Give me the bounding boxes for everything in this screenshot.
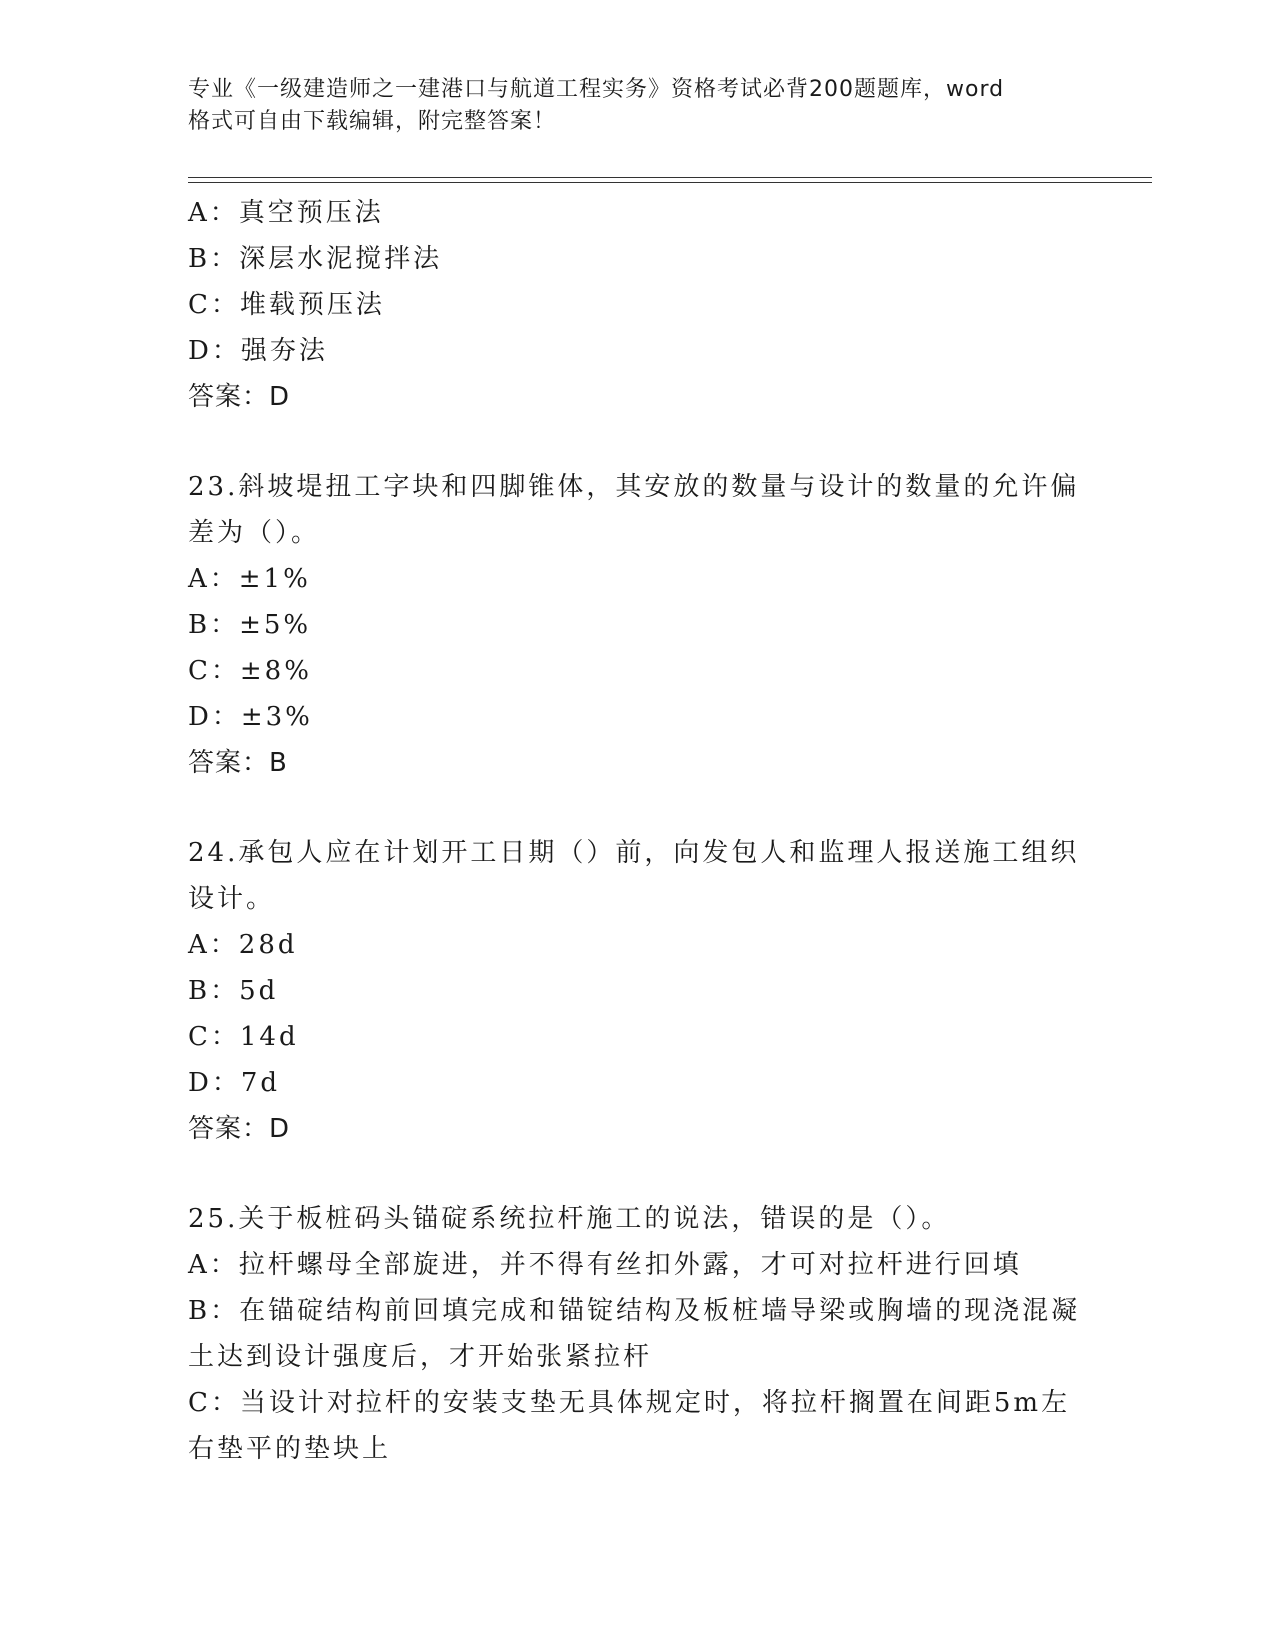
spacer [188, 1152, 1088, 1196]
header-line-1: 专业《一级建造师之一建港口与航道工程实务》资格考试必背200题题库，word [188, 77, 1005, 102]
question-22 [188, 190, 1088, 420]
option-a: A：真空预压法 [188, 198, 384, 228]
option-d: D：±3% [188, 702, 313, 732]
answer-line: 答案：D [188, 1114, 291, 1144]
question-list [188, 190, 1088, 1472]
question-stem-line-2: 设计。 [188, 884, 276, 914]
option-c: C：堆载预压法 [188, 290, 385, 320]
option-d: D：7d [188, 1068, 281, 1098]
option-d: D：强夯法 [188, 336, 328, 366]
option-c: C：±8% [188, 656, 312, 686]
answer-line: 答案：D [188, 382, 291, 412]
option-b-line-1: B：在锚碇结构前回填完成和锚锭结构及板桩墙导梁或胸墙的现浇混凝 [188, 1296, 1081, 1326]
question-stem-line-1: 23.斜坡堤扭工字块和四脚锥体，其安放的数量与设计的数量的允许偏 [188, 472, 1080, 502]
question-24 [188, 830, 1088, 1152]
header-divider-bottom [188, 182, 1152, 183]
option-c-line-1: C：当设计对拉杆的安装支垫无具体规定时，将拉杆搁置在间距5m左 [188, 1388, 1071, 1418]
option-b: B：±5% [188, 610, 312, 640]
option-a-line-1: A：拉杆螺母全部旋进，并不得有丝扣外露，才可对拉杆进行回填 [188, 1250, 1022, 1280]
question-stem-line-2: 差为（）。 [188, 518, 321, 548]
spacer [188, 420, 1088, 464]
option-b: B：深层水泥搅拌法 [188, 244, 443, 274]
option-c-line-2: 右垫平的垫块上 [188, 1434, 392, 1464]
header-divider-top [188, 177, 1152, 178]
question-23 [188, 464, 1088, 786]
option-b: B：5d [188, 976, 279, 1006]
question-stem-line-1: 24.承包人应在计划开工日期（）前，向发包人和监理人报送施工组织 [188, 838, 1080, 868]
document-header [188, 74, 1068, 138]
spacer [188, 786, 1088, 830]
question-stem-line-1: 25.关于板桩码头锚碇系统拉杆施工的说法，错误的是（）。 [188, 1204, 951, 1234]
option-c: C：14d [188, 1022, 299, 1052]
option-a: A：±1% [188, 564, 311, 594]
answer-line: 答案：B [188, 748, 288, 778]
option-b-line-2: 土达到设计强度后，才开始张紧拉杆 [188, 1342, 653, 1372]
header-line-2: 格式可自由下载编辑，附完整答案！ [188, 109, 557, 134]
question-25 [188, 1196, 1088, 1472]
option-a: A：28d [188, 930, 298, 960]
